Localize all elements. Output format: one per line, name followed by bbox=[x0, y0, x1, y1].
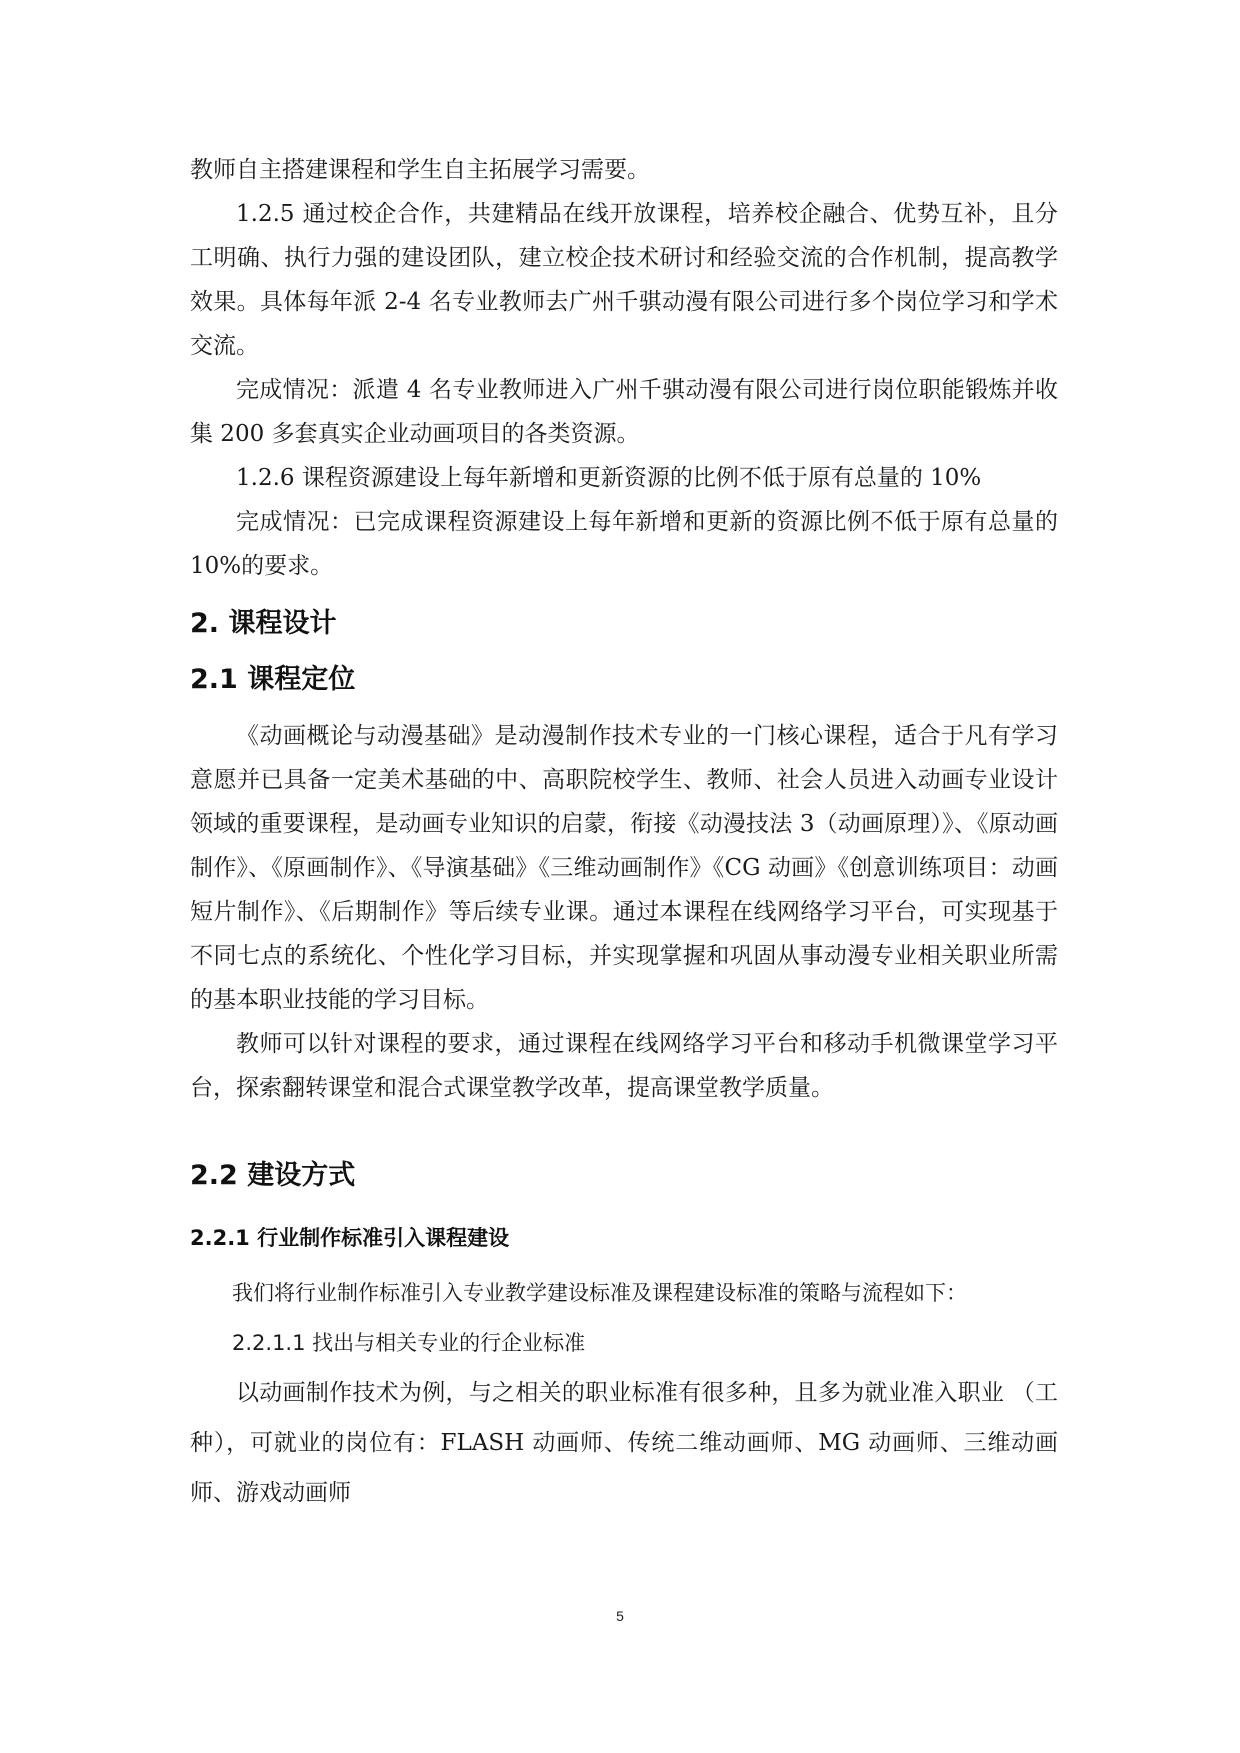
heading-course-design: 2. 课程设计 bbox=[190, 608, 337, 639]
paragraph-2-2-1-1: 2.2.1.1 找出与相关专业的行企业标准 bbox=[232, 1331, 586, 1355]
paragraph-1-2-5: 1.2.5 通过校企合作，共建精品在线开放课程，培养校企融合、优势互补，且分工明确、执行力强的建设团队，建立校企技术研讨和经验交流的合作机制，提高教学效果。具体每年派 2-4 名专业教师去广州千骐动漫有限公司进行多个岗位学习和学术交流。 bbox=[190, 201, 1058, 359]
paragraph-positioning-1: 《动画概论与动漫基础》是动漫制作技术专业的一门核心课程，适合于凡有学习意愿并已具备一定美术基础的中、高职院校学生、教师、社会人员进入动画专业设计领域的重要课程，是动画专业知识的启蒙，衔接《动漫技法 3（动画原理）》、《原动画制作》、《原画制作》、《导演基础》《三维动画制作》《CG 动画》《创意训练项目：动画短片制作》、《后期制作》等后续专业课。通过本课程在线网络学习平台，可实现基于不同七点的系统化、个性化学习目标，并实现掌握和巩固从事动漫专业相关职业所需的基本职业技能的学习目标。 bbox=[190, 723, 1058, 1013]
paragraph-1-2-6: 1.2.6 课程资源建设上每年新增和更新资源的比例不低于原有总量的 10% bbox=[236, 465, 982, 491]
paragraph-animation-example: 以动画制作技术为例，与之相关的职业标准有很多种，且多为就业准入职业 （工种），可就业的岗位有：FLASH 动画师、传统二维动画师、MG 动画师、三维动画师、游戏动画师 bbox=[190, 1380, 1058, 1506]
page-body bbox=[190, 148, 1058, 1518]
heading-construction-method: 2.2 建设方式 bbox=[190, 1160, 356, 1191]
paragraph-continuation: 教师自主搭建课程和学生自主拓展学习需要。 bbox=[190, 157, 650, 183]
paragraph-completion-1: 完成情况：派遣 4 名专业教师进入广州千骐动漫有限公司进行岗位职能锻炼并收集 200 多套真实企业动画项目的各类资源。 bbox=[190, 377, 1058, 447]
page-number: 5 bbox=[616, 1608, 624, 1624]
paragraph-strategy: 我们将行业制作标准引入专业教学建设标准及课程建设标准的策略与流程如下： bbox=[232, 1281, 967, 1305]
spacer bbox=[190, 1110, 1058, 1140]
paragraph-completion-2: 完成情况：已完成课程资源建设上每年新增和更新的资源比例不低于原有总量的 10%的要求。 bbox=[190, 509, 1058, 579]
heading-course-positioning: 2.1 课程定位 bbox=[190, 664, 356, 695]
heading-industry-standards: 2.2.1 行业制作标准引入课程建设 bbox=[190, 1226, 510, 1250]
paragraph-positioning-2: 教师可以针对课程的要求，通过课程在线网络学习平台和移动手机微课堂学习平台，探索翻转课堂和混合式课堂教学改革，提高课堂教学质量。 bbox=[190, 1031, 1058, 1101]
